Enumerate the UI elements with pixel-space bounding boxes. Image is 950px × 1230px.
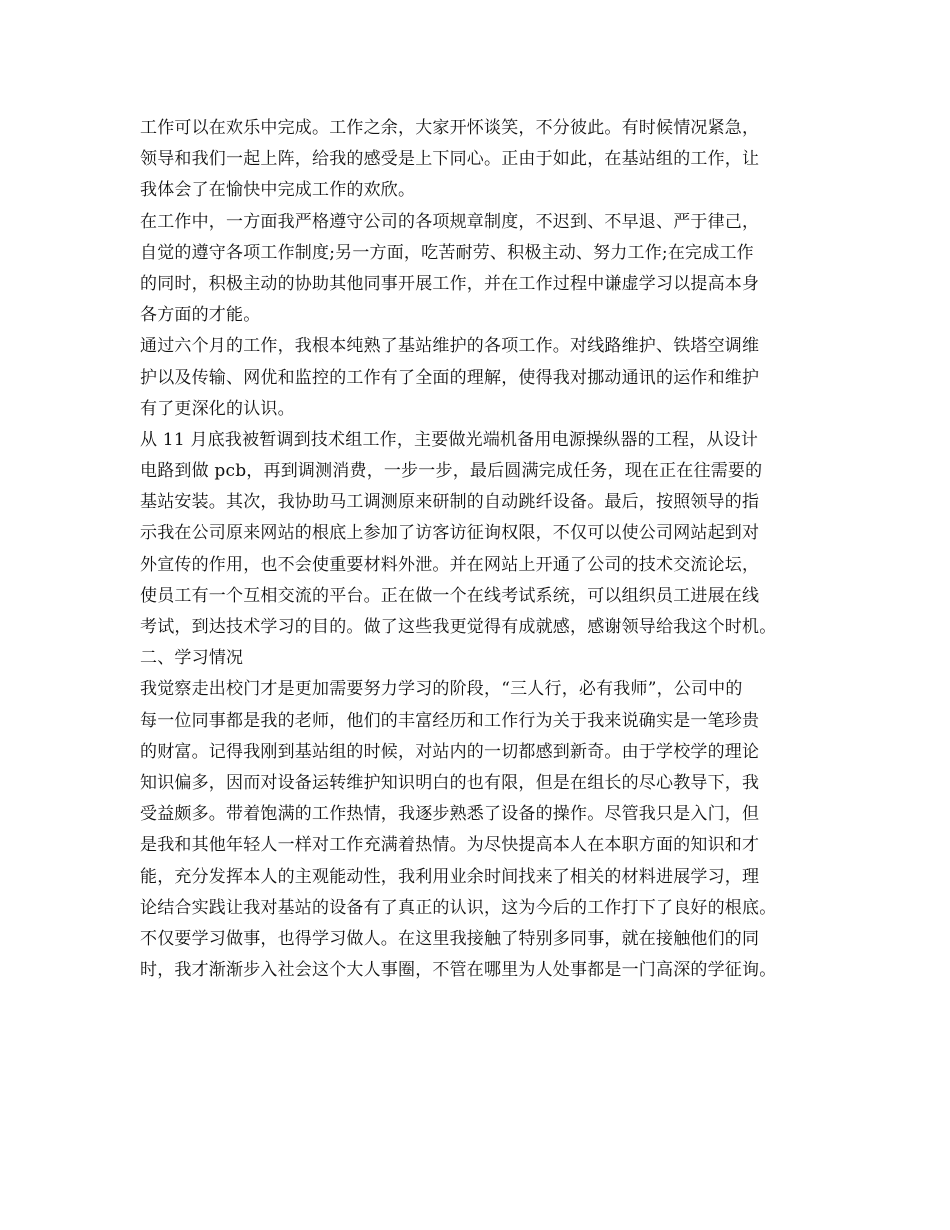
text-line: 知识偏多，因而对设备运转维护知识明白的也有限，但是在组长的尽心教导下，我 [140,772,760,793]
text-line: 不仅要学习做事，也得学习做人。在这里我接触了特别多同事，就在接触他们的同 [140,928,760,949]
text-line: 使员工有一个互相交流的平台。正在做一个在线考试系统，可以组织员工进展在线 [140,585,760,606]
text-line: 我体会了在愉快中完成工作的欢欣。 [140,180,416,201]
text-line: 时，我才渐渐步入社会这个大人事圈，不管在哪里为人处事都是一门高深的学征询。 [140,960,777,981]
text-line: 是我和其他年轻人一样对工作充满着热情。为尽快提高本人在本职方面的知识和才 [140,835,760,856]
text-line: 每一位同事都是我的老师，他们的丰富经历和工作行为关于我来说确实是一笔珍贵 [140,710,760,731]
text-line: 论结合实践让我对基站的设备有了真正的认识，这为今后的工作打下了良好的根底。 [140,897,777,918]
text-line: 有了更深化的认识。 [140,398,295,419]
text-line: 在工作中，一方面我严格遵守公司的各项规章制度，不迟到、不早退、严于律己， [140,211,760,232]
text-line: 的同时，积极主动的协助其他同事开展工作，并在工作过程中谦虚学习以提高本身 [140,273,760,294]
text-line: 从 11 月底我被暂调到技术组工作，主要做光端机备用电源操纵器的工程，从设计 [140,429,759,450]
section-heading: 二、学习情况 [140,648,244,669]
text-line: 示我在公司原来网站的根底上参加了访客访征询权限，不仅可以使公司网站起到对 [140,523,760,544]
text-line: 基站安装。其次，我协助马工调测原来研制的自动跳纤设备。最后，按照领导的指 [140,492,760,513]
text-line: 领导和我们一起上阵，给我的感受是上下同心。正由于如此，在基站组的工作，让 [140,149,760,170]
text-line: 受益颇多。带着饱满的工作热情，我逐步熟悉了设备的操作。尽管我只是入门，但 [140,804,760,825]
text-line: 我觉察走出校门才是更加需要努力学习的阶段，“三人行，必有我师”，公司中的 [140,679,743,700]
text-line: 各方面的才能。 [140,305,261,326]
text-line: 的财富。记得我刚到基站组的时候，对站内的一切都感到新奇。由于学校学的理论 [140,741,760,762]
text-line: 外宣传的作用，也不会使重要材料外泄。并在网站上开通了公司的技术交流论坛， [140,554,760,575]
text-line: 护以及传输、网优和监控的工作有了全面的理解，使得我对挪动通讯的运作和维护 [140,367,760,388]
document-body [140,113,830,986]
text-line: 考试，到达技术学习的目的。做了这些我更觉得有成就感，感谢领导给我这个时机。 [140,617,777,637]
text-line: 电路到做 pcb，再到调测消费，一步一步，最后圆满完成任务，现在正在往需要的 [140,461,763,482]
text-line: 自觉的遵守各项工作制度;另一方面，吃苦耐劳、积极主动、努力工作;在完成工作 [140,242,754,263]
text-line: 通过六个月的工作，我根本纯熟了基站维护的各项工作。对线路维护、铁塔空调维 [140,336,760,357]
text-line: 工作可以在欢乐中完成。工作之余，大家开怀谈笑，不分彼此。有时候情况紧急， [140,118,760,138]
text-line: 能，充分发挥本人的主观能动性，我利用业余时间找来了相关的材料进展学习，理 [140,866,760,887]
